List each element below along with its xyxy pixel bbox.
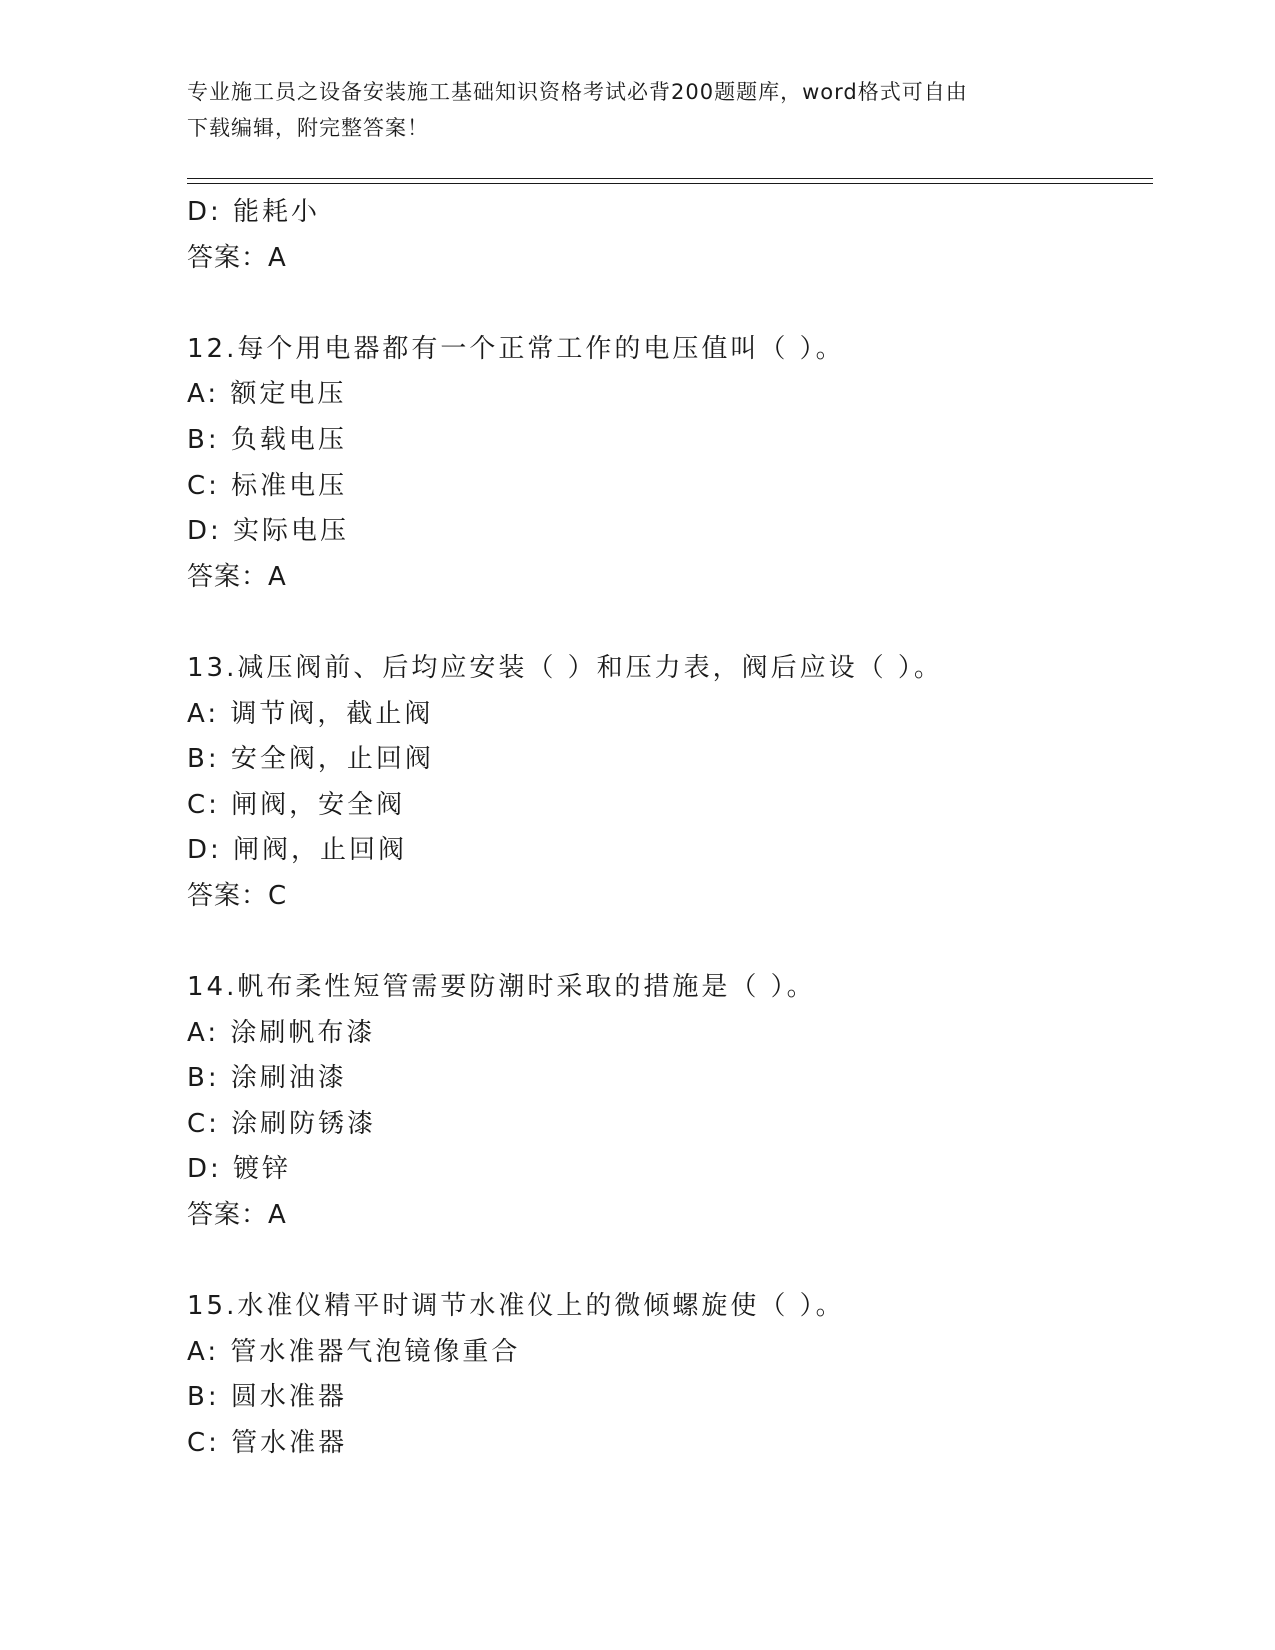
option-c: C: 标准电压: [187, 470, 348, 501]
answer: 答案：A: [187, 1200, 287, 1231]
option-d: D: 实际电压: [187, 516, 350, 547]
option-b: B: 安全阀，止回阀: [187, 744, 434, 775]
document-header: [187, 74, 1077, 146]
option-c: C: 管水准器: [187, 1428, 348, 1459]
question-stem: 15.水准仪精平时调节水准仪上的微倾螺旋使（ ）。: [187, 1291, 845, 1322]
option-a: A: 管水准器气泡镜像重合: [187, 1336, 521, 1367]
answer: 答案：A: [187, 561, 287, 592]
question-stem: 12.每个用电器都有一个正常工作的电压值叫（ ）。: [187, 333, 845, 364]
option-a: A: 额定电压: [187, 379, 347, 410]
option-b: B: 圆水准器: [187, 1382, 347, 1413]
question-12: [187, 327, 1147, 601]
question-15: [187, 1284, 1147, 1466]
question-list: [187, 190, 1147, 1467]
option-a: A: 调节阀，截止阀: [187, 698, 434, 729]
question-stem: 14.帆布柔性短管需要防潮时采取的措施是（ ）。: [187, 972, 816, 1003]
previous-question-option-d: D: 能耗小: [187, 197, 321, 227]
question-stem: 13.减压阀前、后均应安装（ ）和压力表，阀后应设（ ）。: [187, 652, 943, 683]
option-d: D: 镀锌: [187, 1154, 292, 1185]
option-b: B: 负载电压: [187, 424, 347, 455]
question-14: [187, 965, 1147, 1239]
header-title-line-2: 下载编辑，附完整答案！: [187, 116, 429, 140]
option-b: B: 涂刷油漆: [187, 1063, 347, 1094]
option-c: C: 闸阀，安全阀: [187, 789, 406, 820]
header-title-line-1: 专业施工员之设备安装施工基础知识资格考试必背200题题库，word格式可自由: [187, 80, 968, 104]
header-divider-bottom: [187, 183, 1153, 184]
answer: 答案：C: [187, 880, 288, 911]
option-d: D: 闸阀，止回阀: [187, 835, 408, 866]
option-c: C: 涂刷防锈漆: [187, 1108, 377, 1139]
previous-question-answer: 答案：A: [187, 242, 287, 273]
question-13: [187, 646, 1147, 920]
header-divider-top: [187, 178, 1153, 179]
option-a: A: 涂刷帆布漆: [187, 1017, 376, 1048]
